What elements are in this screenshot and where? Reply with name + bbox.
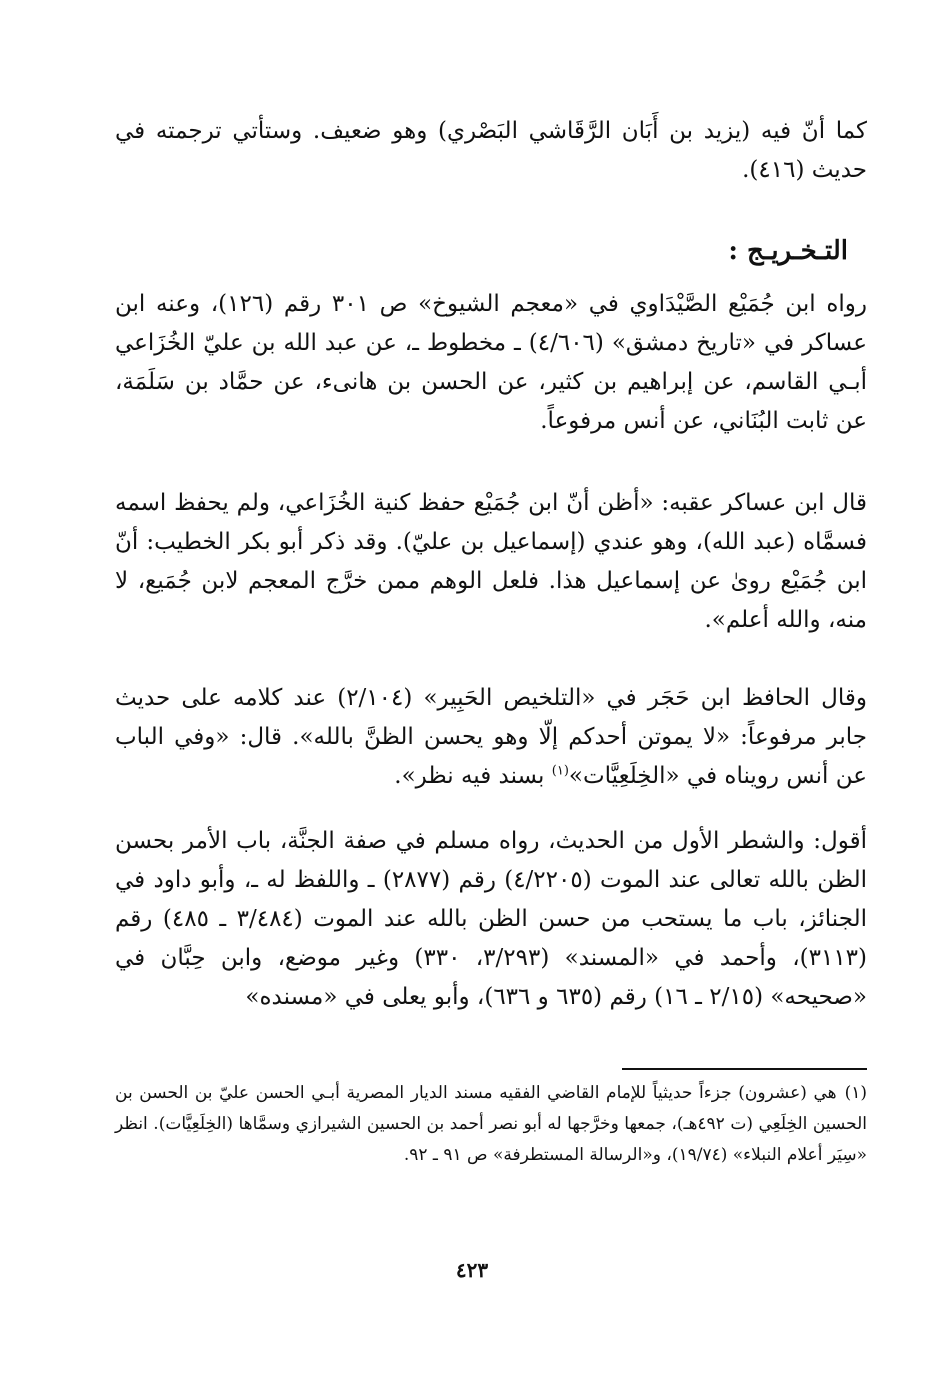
paragraph-ibn-asakir: قال ابن عساكر عقبه: «أظن أنّ ابن جُمَيْع حفظ كنية الخُزَاعي، ولم يحفظ اسمه فسمَّاه (عبد الله)، وهو عندي (إسماعيل بن عليّ). وقد ذكر أبو بكر الخطيب: أنّ ابن جُمَيْع روىٰ عن إسماعيل هذا. فلعل الوهم ممن خرَّج المعجم لابن جُمَيع، لا منه، والله أعلم». (115, 490, 867, 633)
paragraph-ibn-hajar-tail: بسند فيه نظر». (394, 763, 552, 789)
footnote-number: (١) (844, 1083, 867, 1103)
section-heading-takhrij: التـخـريـج : (728, 236, 848, 266)
paragraph-takhrij: رواه ابن جُمَيْع الصَّيْدَاوي في «معجم الشيوخ» ص ٣٠١ رقم (١٢٦)، وعنه ابن عساكر في «تاريخ دمشق» (٤/٦٠٦) ـ مخطوط ـ، عن عبد الله بن عليّ الخُزَاعي أبـي القاسم، عن إبراهيم بن كثير، عن الحسن بن هانىء، عن حمَّاد بن سَلَمَة، عن ثابت البُنَاني، عن أنس مرفوعاً. (115, 291, 867, 434)
footnote (115, 1078, 867, 1171)
paragraph-aqulu: أقول: والشطر الأول من الحديث، رواه مسلم في صفة الجنَّة، باب الأمر بحسن الظن بالله تعالى عند الموت (٤/٢٢٠٥) رقم (٢٨٧٧) ـ واللفظ له ـ، وأبو داود في الجنائز، باب ما يستحب من حسن الظن بالله عند الموت (٣/٤٨٤ ـ ٤٨٥) رقم (٣١١٣)، وأحمد في «المسند» (٣/٢٩٣، ٣٣٠) وغير موضع، وابن حِبَّان في «صحيحه» (٢/١٥ ـ ١٦) رقم (٦٣٥ و ٦٣٦)، وأبو يعلى في «مسنده» (115, 828, 868, 1010)
paragraph-ibn-hajar (115, 679, 867, 796)
footnote-marker: (١) (551, 763, 569, 779)
footnote-text: هي (عشرون) جزءاً حديثياً للإمام القاضي الفقيه مسند الديار المصرية أبـي الحسن عليّ بن الحسن بن الحسين الخِلَعِي (ت ٤٩٢هـ)، جمعها وخرَّجها له أبو نصر أحمد بن الحسين الشيرازي وسمَّاها (الخِلَعِيَّات). انظر «سِيَر أعلام النبلاء» (١٩/٧٤)، و«الرسالة المستطرفة» ص ٩١ ـ ٩٢. (115, 1083, 867, 1165)
paragraph-continuation: كما أنّ فيه (يزيد بن أَبَان الرَّقَاشي البَصْري) وهو ضعيف. وستأتي ترجمته في حديث (٤١٦). (115, 118, 867, 183)
paragraph-ibn-hajar-text: وقال الحافظ ابن حَجَر في «التلخيص الحَبِير» (٢/١٠٤) عند كلامه على حديث جابر مرفوعاً: «لا يموتن أحدكم إلّا وهو يحسن الظنَّ بالله». قال: «وفي الباب عن أنس رويناه في «الخِلَعِيَّات» (115, 685, 867, 789)
page-number: ٤٢٣ (455, 1258, 489, 1282)
footnote-separator (622, 1068, 867, 1070)
